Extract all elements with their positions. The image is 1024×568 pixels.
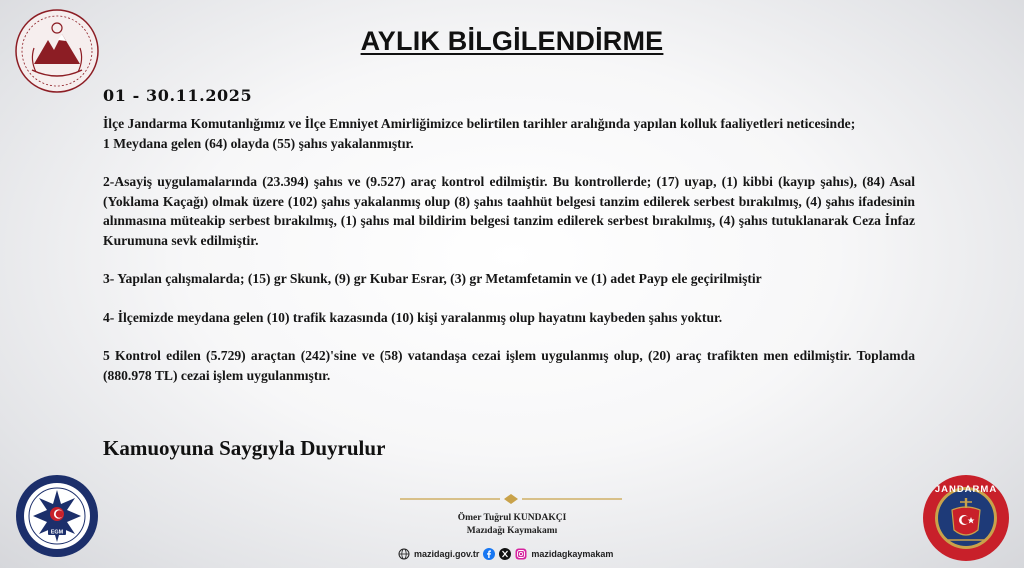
spacer xyxy=(103,327,915,346)
spacer xyxy=(103,250,915,269)
item-4: 4- İlçemizde meydana gelen (10) trafik kazasında (10) kişi yaralanmış olup hayatını kaybeden şahıs yoktur. xyxy=(103,309,723,325)
report-body xyxy=(103,114,915,385)
page-title: AYLIK BİLGİLENDİRME xyxy=(360,26,664,56)
gendarmerie-emblem xyxy=(922,474,1010,562)
item-5: 5 Kontrol edilen (5.729) araçtan (242)'sine ve (58) vatandaşa cezai işlem uygulanmış olup, (20) araç trafikten men edilmiştir. Toplamda (880.978 TL) cezai işlem uygulanmıştır. xyxy=(103,348,915,383)
item-1: 1 Meydana gelen (64) olayda (55) şahıs yakalanmıştır. xyxy=(103,135,414,151)
date-range: 01 - 30.11.2025 xyxy=(103,86,253,105)
police-emblem xyxy=(15,474,99,558)
closing-statement: Kamuoyuna Saygıyla Duyrulur xyxy=(103,436,386,460)
spacer xyxy=(103,153,915,172)
ornamental-divider xyxy=(400,494,622,504)
social-handle[interactable]: mazidagkaymakam xyxy=(531,549,614,559)
egm-label: EGM xyxy=(50,529,64,536)
social-links xyxy=(398,547,613,561)
jandarma-label: JANDARMA xyxy=(934,484,998,495)
x-icon[interactable] xyxy=(499,548,511,560)
signer-title: Mazıdağı Kaymakamı xyxy=(466,526,558,536)
intro-paragraph: İlçe Jandarma Komutanlığımız ve İlçe Emniyet Amirliğimizce belirtilen tarihler aralığında yapılan kolluk faaliyetleri neticesinde; xyxy=(103,116,856,131)
globe-icon xyxy=(398,548,410,560)
website-link[interactable]: mazidagi.gov.tr xyxy=(414,549,480,559)
item-3: 3- Yapılan çalışmalarda; (15) gr Skunk, (9) gr Kubar Esrar, (3) gr Metamfetamin ve (1) adet Payp ele geçirilmiştir xyxy=(103,271,762,286)
signer-name: Ömer Tuğrul KUNDAKÇI xyxy=(457,513,567,523)
spacer xyxy=(103,289,915,308)
item-2: 2-Asayiş uygulamalarında (23.394) şahıs ve (9.527) araç kontrol edilmiştir. Bu kontrollerde; (17) uyap, (1) kibbi (kayıp şahıs), (84) Asal (Yoklama Kaçağı) olmak üzere (102) şahıs yakalanmış olup (8) şahıs taahhüt belgesi tanzim edilerek serbest bırakılmış, (4) şahıs ifadesinin alınmasına müteakip serbest bırakılmış, (1) şahıs mal bildirim belgesi tanzim edilerek serbest bırakılmış, (4) şahıs tutuklanarak Ceza İnfaz Kurumuna sevk edilmiştir. xyxy=(103,174,915,248)
facebook-icon[interactable] xyxy=(483,548,495,560)
instagram-icon[interactable] xyxy=(515,548,527,560)
signature-block xyxy=(0,512,1024,538)
